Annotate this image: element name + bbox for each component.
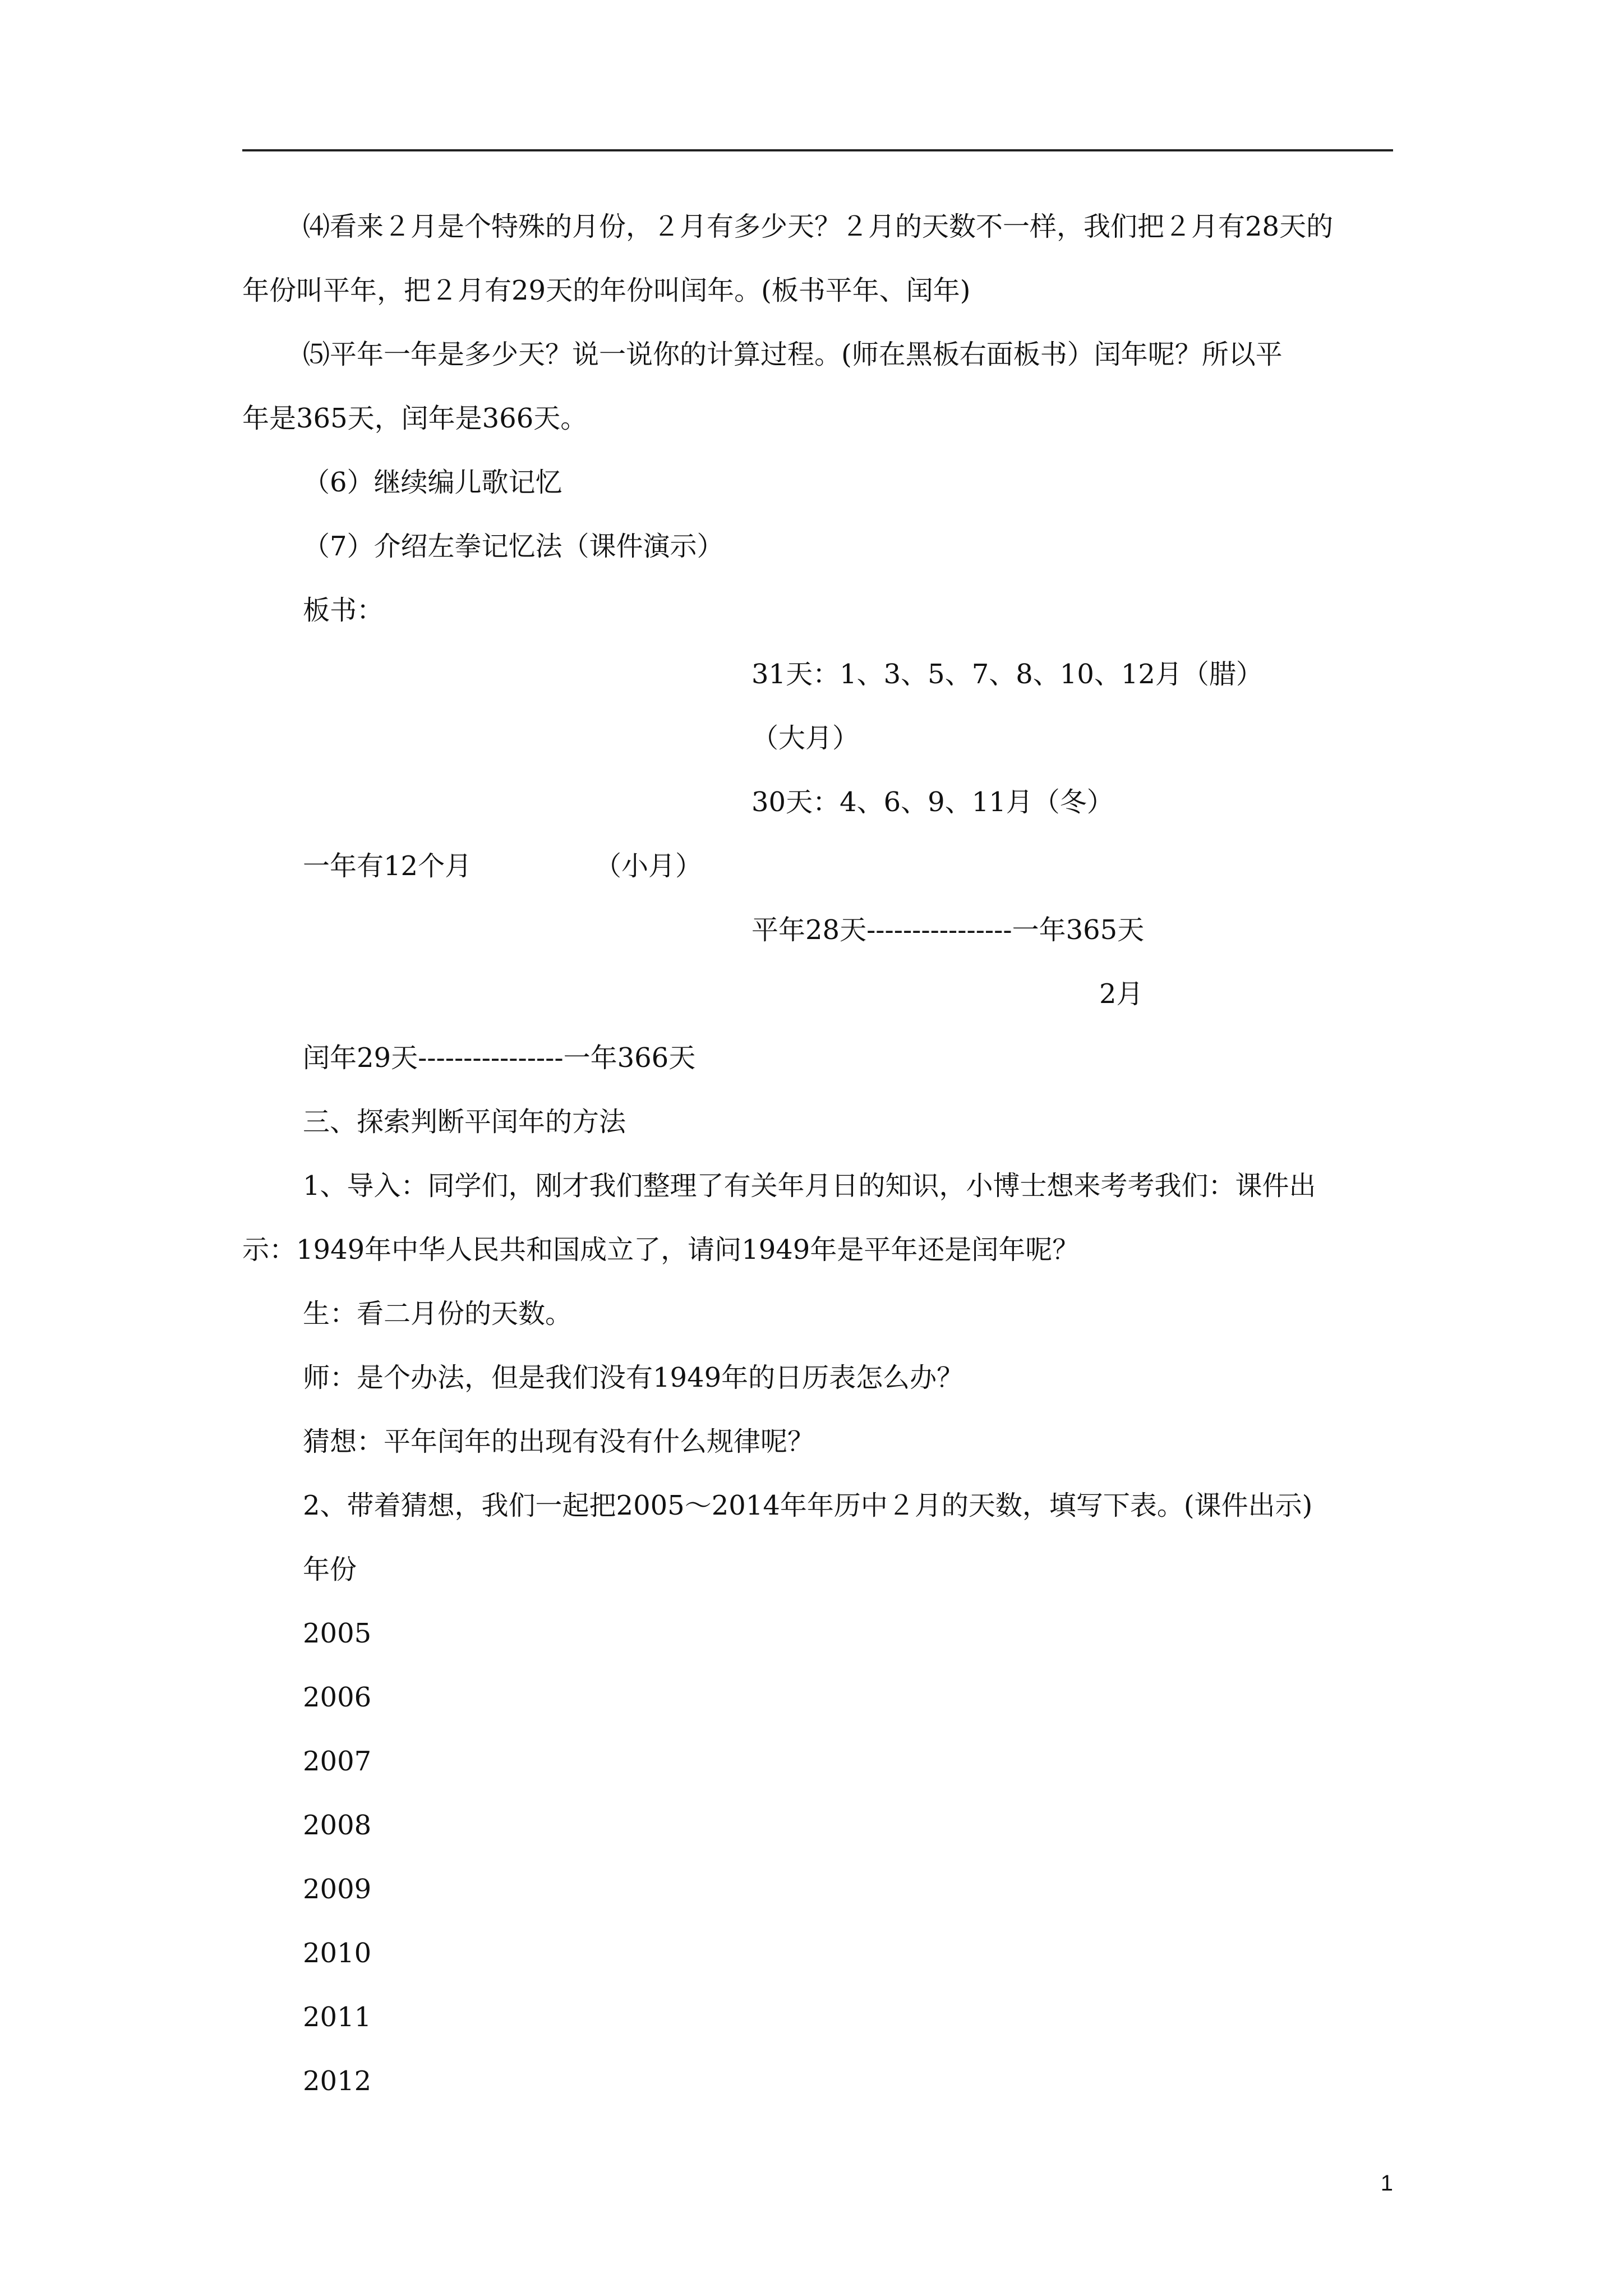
year-row: 2012 xyxy=(303,2065,372,2097)
board-30-days: 30天：4、6、9、11月（冬） xyxy=(751,786,1114,818)
board-common-year: 平年28天----------------一年365天 xyxy=(751,914,1145,946)
section-3-heading: 三、探索判断平闰年的方法 xyxy=(303,1106,626,1138)
paragraph-7: （7）介绍左拳记忆法（课件演示） xyxy=(303,531,724,562)
section-3-intro-line-1: 1、导入：同学们，刚才我们整理了有关年月日的知识，小博士想来考考我们：课件出 xyxy=(303,1170,1316,1202)
year-row: 2009 xyxy=(303,1874,372,1905)
page-number: 1 xyxy=(1380,2171,1393,2196)
task-instruction: 2、带着猜想，我们一起把2005～2014年年历中２月的天数，填写下表。(课件出示) xyxy=(303,1490,1313,1521)
paragraph-5-line-1: ⑸平年一年是多少天？说一说你的计算过程。(师在黑板右面板书）闰年呢？所以平 xyxy=(303,339,1283,370)
board-label: 板书： xyxy=(303,595,384,626)
paragraph-6: （6）继续编儿歌记忆 xyxy=(303,467,562,498)
guess-question: 猜想：平年闰年的出现有没有什么规律呢？ xyxy=(303,1426,815,1457)
paragraph-4-line-1: ⑷看来２月是个特殊的月份，２月有多少天？２月的天数不一样，我们把２月有28天的 xyxy=(303,211,1334,242)
header-rule xyxy=(242,149,1393,151)
student-answer: 生：看二月份的天数。 xyxy=(303,1298,573,1329)
board-big-month: （大月） xyxy=(751,723,860,754)
table-header-year: 年份 xyxy=(303,1554,357,1585)
paragraph-4-line-2: 年份叫平年，把２月有29天的年份叫闰年。(板书平年、闰年) xyxy=(242,275,971,306)
board-small-month: （小月） xyxy=(594,850,703,882)
board-twelve-months: 一年有12个月 xyxy=(303,850,472,882)
year-row: 2007 xyxy=(303,1746,372,1777)
year-row: 2008 xyxy=(303,1810,372,1841)
teacher-remark: 师：是个办法，但是我们没有1949年的日历表怎么办？ xyxy=(303,1362,964,1393)
board-february: 2月 xyxy=(1099,978,1144,1010)
year-row: 2006 xyxy=(303,1682,372,1713)
year-row: 2011 xyxy=(303,2001,372,2033)
paragraph-5-line-2: 年是365天，闰年是366天。 xyxy=(242,403,588,434)
board-31-days: 31天：1、3、5、7、8、10、12月（腊） xyxy=(751,659,1263,690)
year-row: 2010 xyxy=(303,1938,372,1969)
board-leap-year: 闰年29天----------------一年366天 xyxy=(303,1042,696,1074)
year-row: 2005 xyxy=(303,1618,372,1649)
section-3-intro-line-2: 示：1949年中华人民共和国成立了，请问1949年是平年还是闰年呢？ xyxy=(242,1234,1080,1266)
